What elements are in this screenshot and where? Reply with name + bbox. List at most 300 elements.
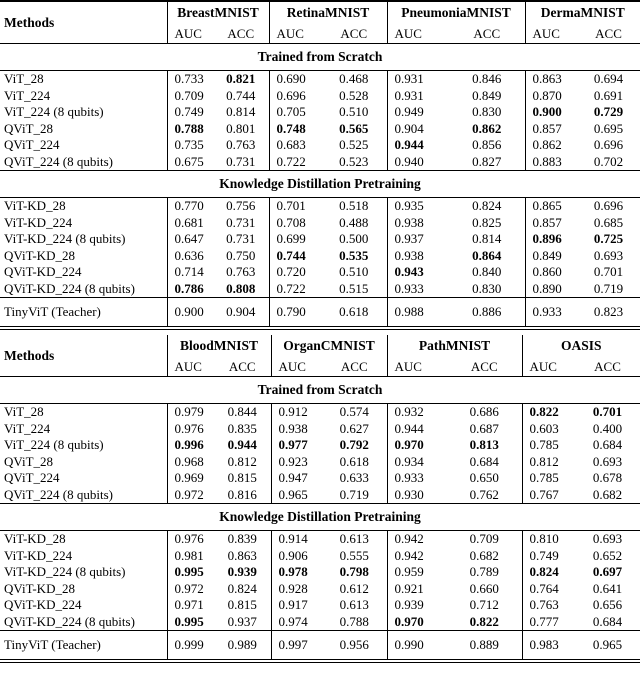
auc-value: 0.923 <box>271 454 322 471</box>
acc-value: 0.525 <box>339 137 369 153</box>
acc-value: 0.731 <box>226 214 256 230</box>
auc-value: 0.965 <box>271 487 322 504</box>
auc-value: 0.970 <box>387 614 447 631</box>
auc-value: 0.995 <box>167 614 214 631</box>
auc-value: 0.709 <box>167 88 213 105</box>
auc-value: 0.995 <box>167 564 214 581</box>
table-row <box>0 248 640 265</box>
table-row <box>0 454 640 471</box>
auc-value: 0.824 <box>522 564 575 581</box>
dataset-header-pneumoniamnist: PneumoniaMNIST <box>387 1 525 24</box>
method-label: QViT_224 <box>4 137 60 153</box>
acc-value: 0.944 <box>227 437 257 453</box>
acc-value: 0.565 <box>339 120 369 136</box>
dataset-header-dermamnist: DermaMNIST <box>525 1 640 24</box>
section-title-row <box>0 377 640 404</box>
table-row <box>0 231 640 248</box>
auc-value: 0.857 <box>525 121 577 138</box>
acc-value: 0.839 <box>227 531 257 547</box>
table-1-header <box>0 1 640 44</box>
auc-value: 0.979 <box>167 404 214 421</box>
auc-value: 0.701 <box>269 198 321 215</box>
acc-subheader: ACC <box>470 358 498 374</box>
table-row <box>0 437 640 454</box>
auc-value: 0.636 <box>167 248 213 265</box>
acc-value: 0.856 <box>472 137 502 153</box>
section-title-row <box>0 44 640 71</box>
acc-value: 0.731 <box>226 153 256 169</box>
section-title-row <box>0 504 640 531</box>
table-row <box>0 614 640 631</box>
table-row <box>0 548 640 565</box>
auc-value: 0.938 <box>387 248 449 265</box>
acc-value: 0.813 <box>469 437 499 453</box>
auc-value: 0.949 <box>387 104 449 121</box>
auc-value: 0.977 <box>271 437 322 454</box>
auc-value: 0.996 <box>167 437 214 454</box>
acc-subheader: ACC <box>594 358 621 374</box>
acc-value: 0.725 <box>593 231 624 247</box>
dataset-header-bloodmnist: BloodMNIST <box>167 335 271 357</box>
method-label: ViT-KD_28 <box>4 531 66 547</box>
acc-value: 0.788 <box>339 613 369 629</box>
auc-value: 0.943 <box>387 264 449 281</box>
auc-value: 0.744 <box>269 248 321 265</box>
methods-header: Methods <box>4 347 55 363</box>
acc-value: 0.686 <box>469 404 499 420</box>
acc-value: 0.618 <box>339 453 369 469</box>
acc-value: 0.756 <box>226 198 256 214</box>
acc-value: 0.889 <box>469 637 499 652</box>
acc-value: 0.863 <box>227 547 257 563</box>
acc-value: 0.682 <box>592 486 623 502</box>
auc-value: 0.976 <box>167 531 214 548</box>
auc-value: 0.974 <box>271 614 322 631</box>
auc-value: 0.777 <box>522 614 575 631</box>
acc-value: 0.694 <box>593 71 624 87</box>
section-title: Knowledge Distillation Pretraining <box>0 504 640 531</box>
acc-value: 0.846 <box>472 71 502 87</box>
method-label: ViT_28 <box>4 71 44 87</box>
auc-value: 0.933 <box>525 298 577 329</box>
auc-value: 0.683 <box>269 137 321 154</box>
auc-value: 0.931 <box>387 71 449 88</box>
acc-value: 0.627 <box>339 420 369 436</box>
method-label: TinyViT (Teacher) <box>4 304 101 319</box>
methods-header: Methods <box>4 14 55 30</box>
dataset-header-oasis: OASIS <box>522 335 640 357</box>
acc-subheader: ACC <box>473 25 501 41</box>
acc-value: 0.656 <box>592 597 623 613</box>
acc-value: 0.763 <box>226 264 256 280</box>
acc-value: 0.687 <box>469 420 499 436</box>
acc-value: 0.814 <box>226 104 256 120</box>
acc-value: 0.844 <box>227 404 257 420</box>
auc-value: 0.790 <box>269 298 321 329</box>
table-row <box>0 71 640 88</box>
acc-value: 0.965 <box>592 637 623 652</box>
acc-value: 0.816 <box>227 486 257 502</box>
table-row <box>0 154 640 171</box>
acc-value: 0.830 <box>472 280 502 296</box>
auc-value: 0.978 <box>271 564 322 581</box>
auc-value: 0.972 <box>167 581 214 598</box>
acc-value: 0.535 <box>339 247 369 263</box>
table-row <box>0 564 640 581</box>
acc-value: 0.693 <box>592 531 623 547</box>
auc-value: 0.810 <box>522 531 575 548</box>
acc-value: 0.712 <box>469 597 499 613</box>
auc-value: 0.767 <box>522 487 575 504</box>
dataset-header-retinamnist: RetinaMNIST <box>269 1 387 24</box>
acc-value: 0.641 <box>592 580 623 596</box>
auc-value: 0.928 <box>271 581 322 598</box>
auc-value: 0.786 <box>167 281 213 298</box>
table-row <box>0 421 640 438</box>
acc-value: 0.702 <box>593 153 624 169</box>
auc-value: 0.976 <box>167 421 214 438</box>
auc-value: 0.944 <box>387 421 447 438</box>
auc-value: 0.705 <box>269 104 321 121</box>
acc-value: 0.886 <box>472 304 502 319</box>
auc-value: 0.749 <box>522 548 575 565</box>
auc-subheader: AUC <box>387 24 449 44</box>
auc-value: 0.722 <box>269 154 321 171</box>
auc-value: 0.785 <box>522 437 575 454</box>
acc-value: 0.731 <box>226 231 256 247</box>
auc-value: 0.735 <box>167 137 213 154</box>
method-label: QViT-KD_28 <box>4 247 75 263</box>
auc-subheader: AUC <box>167 357 214 377</box>
auc-value: 0.906 <box>271 548 322 565</box>
acc-value: 0.693 <box>593 247 624 263</box>
table-row <box>0 487 640 504</box>
method-label: QViT-KD_28 <box>4 580 75 596</box>
acc-value: 0.693 <box>592 453 623 469</box>
acc-value: 0.835 <box>227 420 257 436</box>
method-label: QViT-KD_224 <box>4 597 82 613</box>
acc-value: 0.798 <box>339 564 369 580</box>
acc-value: 0.989 <box>227 637 257 652</box>
acc-value: 0.400 <box>592 420 623 436</box>
acc-value: 0.510 <box>339 104 369 120</box>
method-label: ViT-KD_28 <box>4 198 66 214</box>
acc-value: 0.555 <box>339 547 369 563</box>
table-1-body <box>0 44 640 329</box>
auc-value: 0.970 <box>387 437 447 454</box>
table-row <box>0 597 640 614</box>
acc-value: 0.697 <box>592 564 623 580</box>
table-row <box>0 137 640 154</box>
method-label: ViT-KD_224 (8 qubits) <box>4 231 126 247</box>
auc-value: 0.959 <box>387 564 447 581</box>
method-label: QViT_28 <box>4 453 54 469</box>
auc-value: 0.708 <box>269 215 321 232</box>
teacher-row <box>0 631 640 662</box>
acc-value: 0.613 <box>339 531 369 547</box>
auc-value: 0.981 <box>167 548 214 565</box>
auc-value: 0.933 <box>387 281 449 298</box>
acc-value: 0.701 <box>592 404 623 420</box>
auc-value: 0.764 <box>522 581 575 598</box>
auc-value: 0.900 <box>525 104 577 121</box>
table-2-body <box>0 377 640 662</box>
acc-value: 0.763 <box>226 137 256 153</box>
acc-value: 0.684 <box>592 613 623 629</box>
acc-value: 0.750 <box>226 247 256 263</box>
acc-value: 0.612 <box>339 580 369 596</box>
acc-value: 0.652 <box>592 547 623 563</box>
acc-value: 0.830 <box>472 104 502 120</box>
table-row <box>0 121 640 138</box>
acc-value: 0.488 <box>339 214 369 230</box>
acc-value: 0.696 <box>593 137 624 153</box>
acc-value: 0.618 <box>339 304 369 319</box>
auc-value: 0.990 <box>387 631 447 662</box>
acc-value: 0.684 <box>592 437 623 453</box>
table-row <box>0 198 640 215</box>
auc-value: 0.788 <box>167 121 213 138</box>
method-label: TinyViT (Teacher) <box>4 637 101 652</box>
auc-value: 0.969 <box>167 470 214 487</box>
results-table-1 <box>0 0 640 330</box>
acc-value: 0.500 <box>339 231 369 247</box>
acc-value: 0.849 <box>472 87 502 103</box>
acc-subheader: ACC <box>595 25 622 41</box>
method-label: ViT_28 <box>4 404 44 420</box>
acc-value: 0.691 <box>593 87 624 103</box>
acc-value: 0.613 <box>339 597 369 613</box>
dataset-header-pathmnist: PathMNIST <box>387 335 522 357</box>
acc-value: 0.574 <box>339 404 369 420</box>
auc-value: 0.968 <box>167 454 214 471</box>
acc-value: 0.789 <box>469 564 499 580</box>
auc-value: 0.699 <box>269 231 321 248</box>
acc-value: 0.633 <box>339 470 369 486</box>
acc-value: 0.701 <box>593 264 624 280</box>
acc-value: 0.695 <box>593 120 624 136</box>
auc-value: 0.988 <box>387 298 449 329</box>
auc-subheader: AUC <box>525 24 577 44</box>
acc-value: 0.523 <box>339 153 369 169</box>
acc-subheader: ACC <box>228 358 256 374</box>
acc-value: 0.937 <box>227 613 257 629</box>
auc-value: 0.883 <box>525 154 577 171</box>
auc-value: 0.933 <box>387 470 447 487</box>
section-title: Trained from Scratch <box>0 377 640 404</box>
auc-subheader: AUC <box>387 357 447 377</box>
method-label: ViT-KD_224 <box>4 214 73 230</box>
auc-value: 0.675 <box>167 154 213 171</box>
acc-value: 0.956 <box>339 637 369 652</box>
auc-value: 0.938 <box>387 215 449 232</box>
auc-value: 0.863 <box>525 71 577 88</box>
auc-value: 0.748 <box>269 121 321 138</box>
teacher-row <box>0 298 640 329</box>
table-row <box>0 88 640 105</box>
acc-value: 0.650 <box>469 470 499 486</box>
auc-value: 0.999 <box>167 631 214 662</box>
auc-value: 0.690 <box>269 71 321 88</box>
auc-value: 0.904 <box>387 121 449 138</box>
acc-value: 0.696 <box>593 198 624 214</box>
acc-value: 0.678 <box>592 470 623 486</box>
method-label: ViT_224 <box>4 420 51 436</box>
acc-value: 0.840 <box>472 264 502 280</box>
acc-value: 0.808 <box>226 280 256 296</box>
acc-subheader: ACC <box>340 25 368 41</box>
acc-value: 0.825 <box>472 214 502 230</box>
auc-subheader: AUC <box>167 24 213 44</box>
auc-value: 0.900 <box>167 298 213 329</box>
auc-value: 0.947 <box>271 470 322 487</box>
method-label: QViT_28 <box>4 120 54 136</box>
auc-value: 0.870 <box>525 88 577 105</box>
acc-value: 0.815 <box>227 470 257 486</box>
table-row <box>0 404 640 421</box>
acc-value: 0.812 <box>227 453 257 469</box>
method-label: QViT-KD_224 <box>4 264 82 280</box>
acc-value: 0.719 <box>339 486 369 502</box>
auc-subheader: AUC <box>522 357 575 377</box>
auc-subheader: AUC <box>269 24 321 44</box>
auc-value: 0.940 <box>387 154 449 171</box>
acc-value: 0.864 <box>472 247 502 263</box>
method-label: QViT_224 (8 qubits) <box>4 153 113 169</box>
auc-value: 0.912 <box>271 404 322 421</box>
acc-value: 0.682 <box>469 547 499 563</box>
auc-value: 0.939 <box>387 597 447 614</box>
acc-value: 0.823 <box>593 304 624 319</box>
acc-subheader: ACC <box>227 25 255 41</box>
table-row <box>0 264 640 281</box>
auc-value: 0.921 <box>387 581 447 598</box>
acc-value: 0.528 <box>339 87 369 103</box>
auc-value: 0.812 <box>522 454 575 471</box>
acc-value: 0.709 <box>469 531 499 547</box>
auc-value: 0.914 <box>271 531 322 548</box>
table-row <box>0 581 640 598</box>
auc-value: 0.865 <box>525 198 577 215</box>
acc-value: 0.824 <box>227 580 257 596</box>
acc-value: 0.821 <box>226 71 256 87</box>
auc-value: 0.603 <box>522 421 575 438</box>
auc-value: 0.934 <box>387 454 447 471</box>
acc-value: 0.801 <box>226 120 256 136</box>
table-row <box>0 215 640 232</box>
auc-value: 0.972 <box>167 487 214 504</box>
auc-value: 0.733 <box>167 71 213 88</box>
auc-value: 0.983 <box>522 631 575 662</box>
method-label: ViT_224 (8 qubits) <box>4 437 104 453</box>
auc-value: 0.749 <box>167 104 213 121</box>
acc-value: 0.814 <box>472 231 502 247</box>
acc-value: 0.762 <box>469 486 499 502</box>
acc-value: 0.824 <box>472 198 502 214</box>
auc-value: 0.785 <box>522 470 575 487</box>
auc-value: 0.681 <box>167 215 213 232</box>
auc-value: 0.849 <box>525 248 577 265</box>
acc-subheader: ACC <box>340 358 368 374</box>
auc-value: 0.930 <box>387 487 447 504</box>
method-label: QViT-KD_224 (8 qubits) <box>4 613 135 629</box>
auc-value: 0.937 <box>387 231 449 248</box>
acc-value: 0.792 <box>339 437 369 453</box>
acc-value: 0.719 <box>593 280 624 296</box>
auc-value: 0.647 <box>167 231 213 248</box>
auc-value: 0.938 <box>271 421 322 438</box>
method-label: ViT_224 <box>4 87 51 103</box>
method-label: ViT_224 (8 qubits) <box>4 104 104 120</box>
auc-value: 0.931 <box>387 88 449 105</box>
auc-value: 0.942 <box>387 548 447 565</box>
acc-value: 0.815 <box>227 597 257 613</box>
table-row <box>0 104 640 121</box>
method-label: QViT_224 <box>4 470 60 486</box>
acc-value: 0.729 <box>593 104 624 120</box>
method-label: QViT-KD_224 (8 qubits) <box>4 280 135 296</box>
auc-value: 0.770 <box>167 198 213 215</box>
acc-value: 0.904 <box>226 304 256 319</box>
dataset-header-breastmnist: BreastMNIST <box>167 1 269 24</box>
auc-value: 0.860 <box>525 264 577 281</box>
method-label: QViT_224 (8 qubits) <box>4 486 113 502</box>
method-label: ViT-KD_224 <box>4 547 73 563</box>
auc-value: 0.935 <box>387 198 449 215</box>
auc-subheader: AUC <box>271 357 322 377</box>
auc-value: 0.942 <box>387 531 447 548</box>
auc-value: 0.696 <box>269 88 321 105</box>
auc-value: 0.763 <box>522 597 575 614</box>
table-row <box>0 281 640 298</box>
acc-value: 0.685 <box>593 214 624 230</box>
auc-value: 0.890 <box>525 281 577 298</box>
section-title: Trained from Scratch <box>0 44 640 71</box>
acc-value: 0.744 <box>226 87 256 103</box>
table-2-header <box>0 335 640 377</box>
dataset-header-organcmnist: OrganCMNIST <box>271 335 387 357</box>
auc-value: 0.997 <box>271 631 322 662</box>
auc-value: 0.714 <box>167 264 213 281</box>
section-title: Knowledge Distillation Pretraining <box>0 171 640 198</box>
auc-value: 0.822 <box>522 404 575 421</box>
acc-value: 0.510 <box>339 264 369 280</box>
table-row <box>0 531 640 548</box>
auc-value: 0.896 <box>525 231 577 248</box>
acc-value: 0.660 <box>469 580 499 596</box>
acc-value: 0.862 <box>472 120 502 136</box>
auc-value: 0.917 <box>271 597 322 614</box>
method-label: ViT-KD_224 (8 qubits) <box>4 564 126 580</box>
auc-value: 0.932 <box>387 404 447 421</box>
section-title-row <box>0 171 640 198</box>
acc-value: 0.822 <box>469 613 499 629</box>
auc-value: 0.862 <box>525 137 577 154</box>
results-table-2 <box>0 335 640 663</box>
auc-value: 0.720 <box>269 264 321 281</box>
acc-value: 0.518 <box>339 198 369 214</box>
acc-value: 0.939 <box>227 564 257 580</box>
acc-value: 0.684 <box>469 453 499 469</box>
auc-value: 0.971 <box>167 597 214 614</box>
acc-value: 0.468 <box>339 71 369 87</box>
acc-value: 0.827 <box>472 153 502 169</box>
acc-value: 0.515 <box>339 280 369 296</box>
table-row <box>0 470 640 487</box>
auc-value: 0.944 <box>387 137 449 154</box>
auc-value: 0.857 <box>525 215 577 232</box>
auc-value: 0.722 <box>269 281 321 298</box>
